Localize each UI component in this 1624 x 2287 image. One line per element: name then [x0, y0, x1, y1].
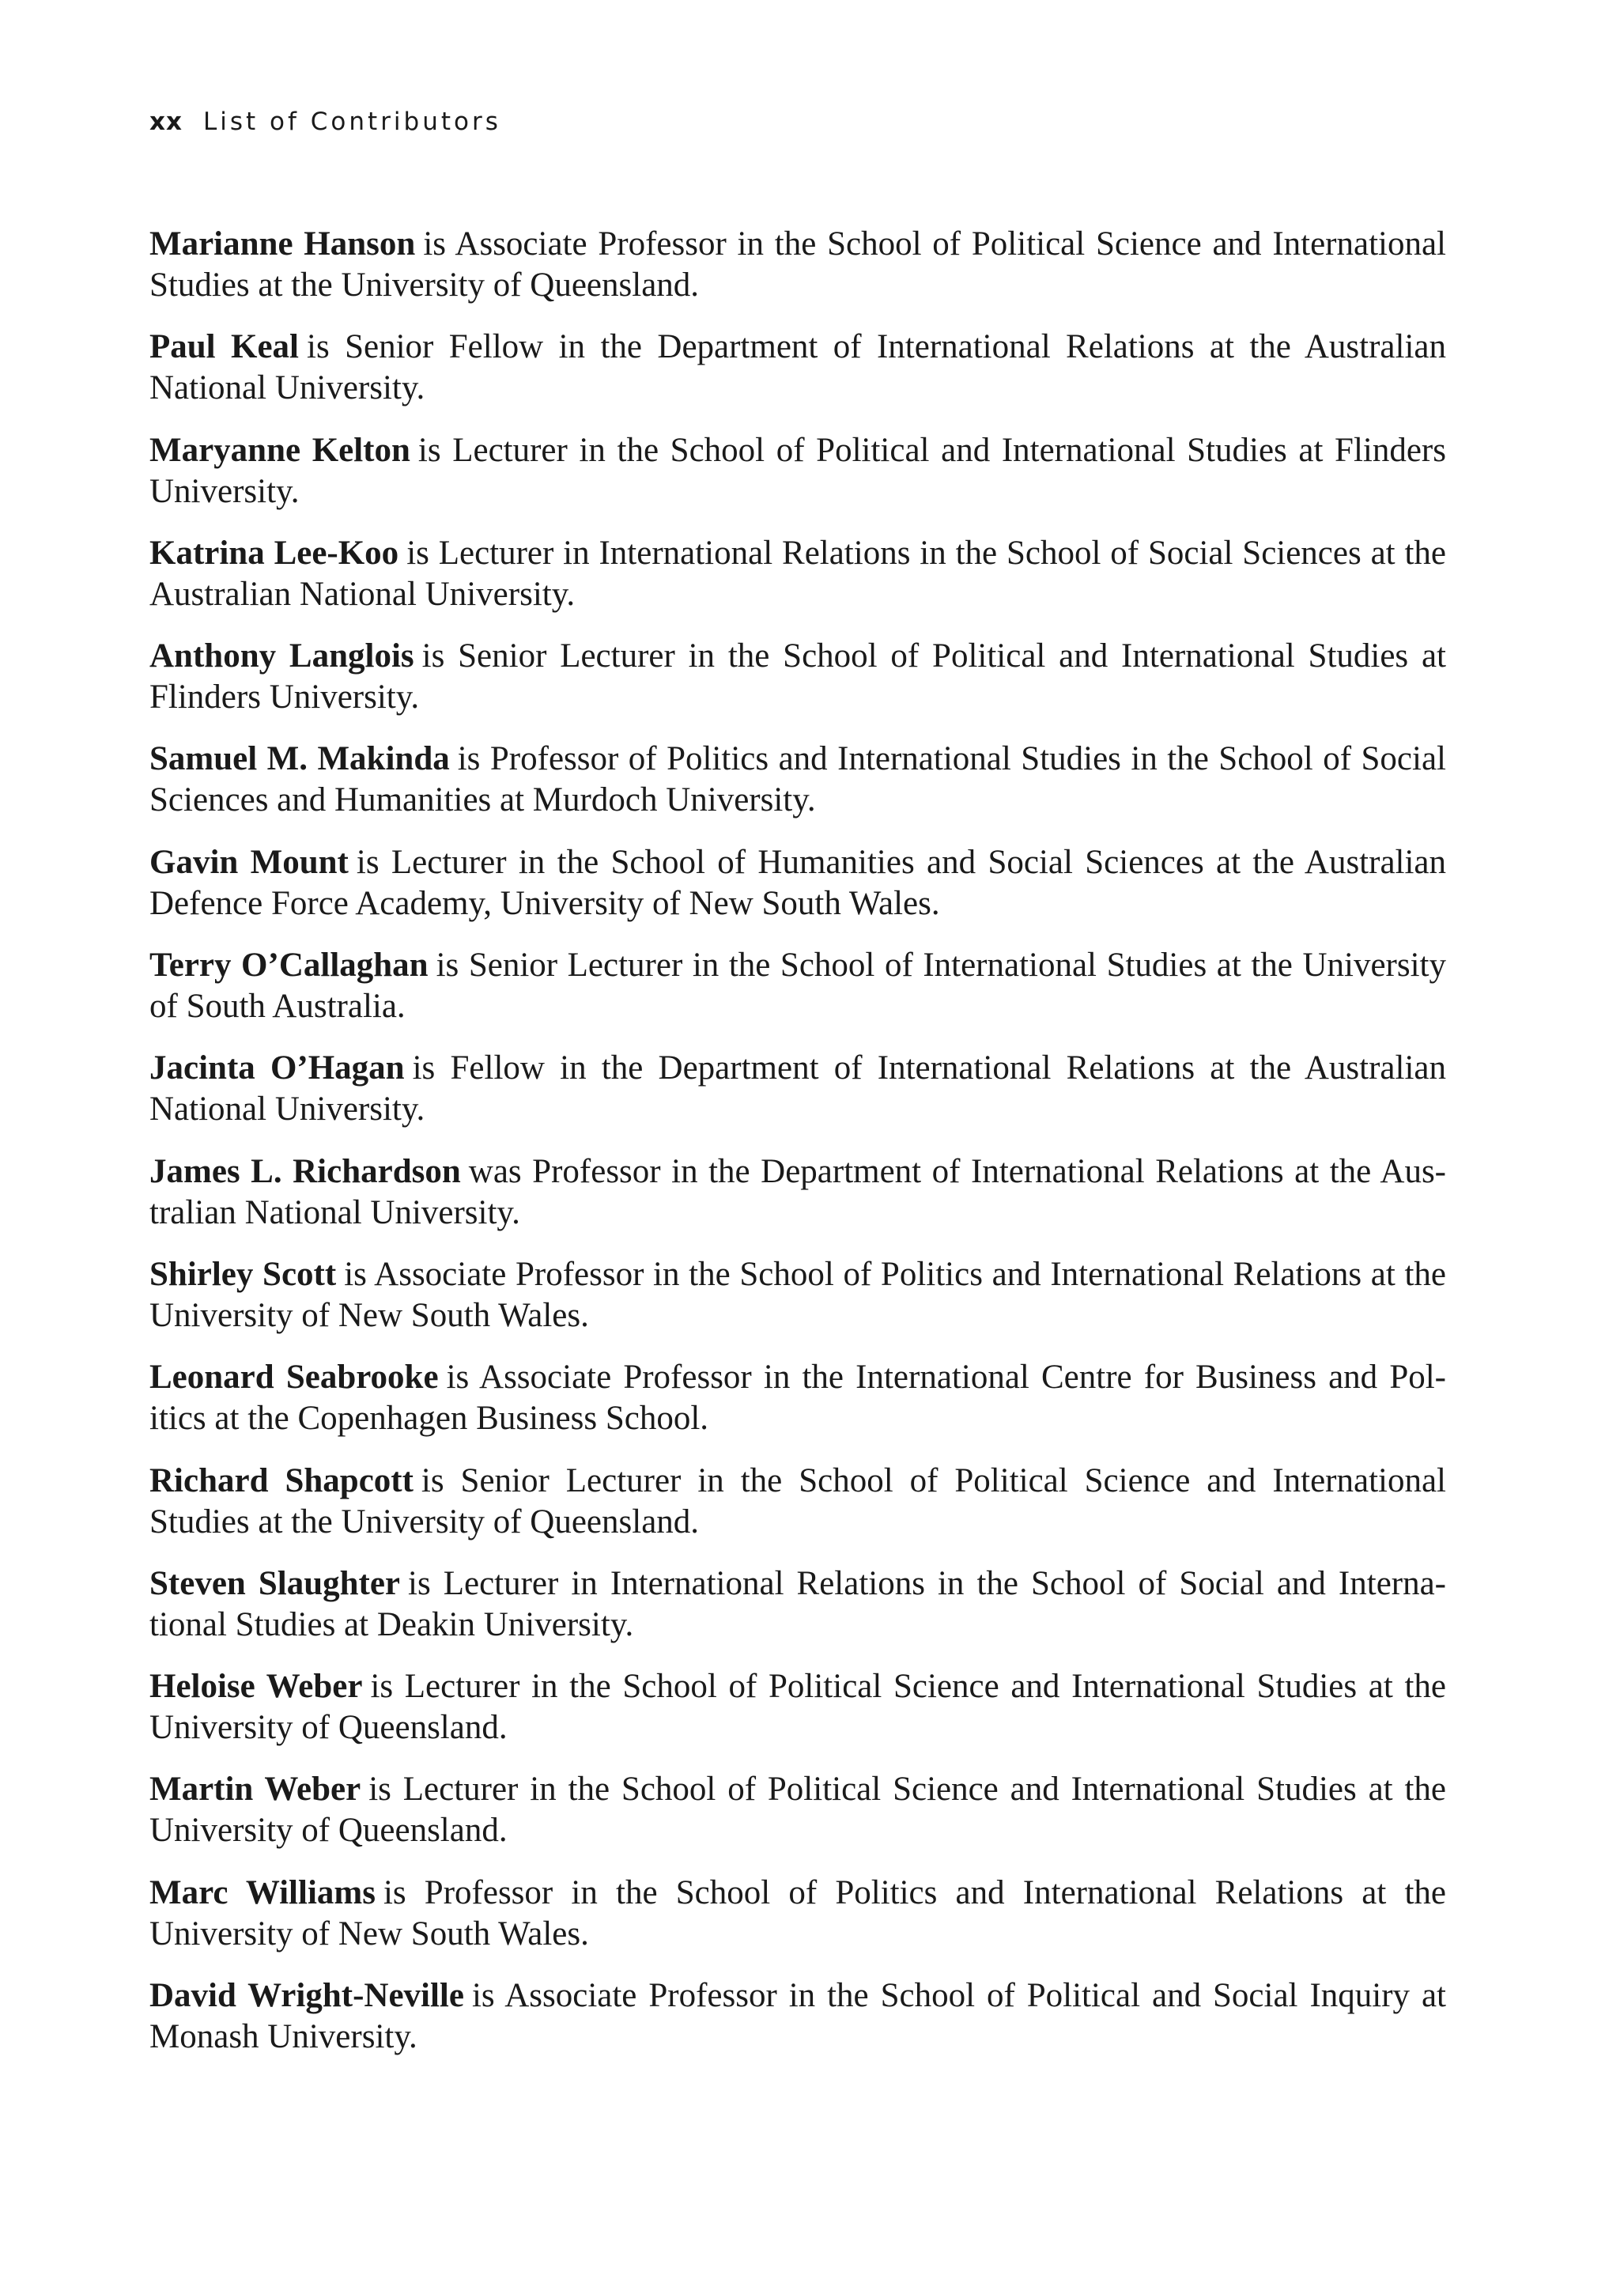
- contributor-name: Steven Slaughter: [149, 1564, 401, 1602]
- contributor-entry: [149, 1666, 1446, 1748]
- contributor-name: Jacinta O’Hagan: [149, 1049, 405, 1087]
- contributor-description: is Fellow in the Department of International Relations at the Australian National University.: [149, 1049, 1446, 1128]
- contributor-description: is Associate Professor in the School of Political Science and International Studies at the University of Queensland.: [149, 225, 1446, 304]
- contributor-name: Shirley Scott: [149, 1255, 337, 1293]
- contributor-entry: [149, 224, 1446, 306]
- contributor-entry: [149, 430, 1446, 512]
- contributor-name: Martin Weber: [149, 1771, 361, 1809]
- contributor-description: is Associate Professor in the School of Political and Social Inquiry at Monash University.: [149, 1977, 1446, 2056]
- contributor-entry: [149, 533, 1446, 615]
- section-title: List of Contributors: [203, 108, 501, 136]
- contributor-entry: [149, 1461, 1446, 1543]
- contributor-description: was Professor in the Department of International Relations at the Aus-tralian National University.: [149, 1152, 1446, 1231]
- contributor-description: is Associate Professor in the International Centre for Business and Pol-itics at the Copenhagen Business School.: [149, 1359, 1446, 1438]
- contributor-name: Heloise Weber: [149, 1668, 363, 1706]
- contributor-description: is Lecturer in the School of Political and International Studies at Flinders University.: [149, 431, 1446, 510]
- contributor-entry: [149, 739, 1446, 821]
- contributor-entry: [149, 1563, 1446, 1646]
- contributor-entry: [149, 945, 1446, 1027]
- contributor-description: is Lecturer in the School of Humanities and Social Sciences at the Australian Defence Force Academy, University of New South Wales.: [149, 843, 1446, 922]
- contributor-name: Marc Williams: [149, 1873, 376, 1911]
- page-number: xx: [149, 108, 183, 136]
- running-head: [149, 108, 501, 136]
- contributor-entry: [149, 1151, 1446, 1234]
- contributor-name: Terry O’Callaghan: [149, 947, 429, 985]
- contributor-description: is Lecturer in the School of Political Science and International Studies at the University of Queensland.: [149, 1668, 1446, 1747]
- contributor-name: Marianne Hanson: [149, 225, 416, 263]
- contributor-entry: [149, 1769, 1446, 1851]
- contributor-description: is Senior Lecturer in the School of Political and International Studies at Flinders University.: [149, 637, 1446, 716]
- contributor-description: is Professor in the School of Politics and International Relations at the University of New South Wales.: [149, 1873, 1446, 1952]
- contributor-entry: [149, 842, 1446, 924]
- contributor-description: is Senior Fellow in the Department of International Relations at the Australian National University.: [149, 328, 1446, 407]
- contributor-name: James L. Richardson: [149, 1152, 461, 1190]
- contributor-name: Maryanne Kelton: [149, 431, 410, 469]
- contributor-name: Katrina Lee-Koo: [149, 534, 399, 572]
- contributor-name: Paul Keal: [149, 328, 300, 366]
- contributor-entry: [149, 1254, 1446, 1336]
- contributor-name: Gavin Mount: [149, 843, 349, 881]
- contributor-list: [149, 224, 1446, 2078]
- contributor-name: Samuel M. Makinda: [149, 740, 450, 778]
- contributor-entry: [149, 1873, 1446, 1955]
- contributor-description: is Lecturer in International Relations in the School of Social Sciences at the Australian National University.: [149, 534, 1446, 613]
- contributor-name: Richard Shapcott: [149, 1461, 414, 1499]
- contributor-description: is Senior Lecturer in the School of International Studies at the University of South Australia.: [149, 947, 1446, 1026]
- contributor-description: is Lecturer in International Relations in the School of Social and Interna-tional Studies at Deakin University.: [149, 1564, 1446, 1643]
- contributor-entry: [149, 1357, 1446, 1439]
- contributor-name: Leonard Seabrooke: [149, 1359, 439, 1397]
- contributor-description: is Lecturer in the School of Political Science and International Studies at the University of Queensland.: [149, 1771, 1446, 1850]
- contributor-entry: [149, 327, 1446, 409]
- contributor-entry: [149, 1048, 1446, 1130]
- contributor-name: David Wright-Neville: [149, 1977, 464, 2015]
- contributor-description: is Associate Professor in the School of Politics and International Relations at the University of New South Wales.: [149, 1255, 1446, 1334]
- contributor-name: Anthony Langlois: [149, 637, 414, 675]
- contributor-description: is Professor of Politics and International Studies in the School of Social Sciences and Humanities at Murdoch University.: [149, 740, 1446, 819]
- contributor-description: is Senior Lecturer in the School of Political Science and International Studies at the University of Queensland.: [149, 1461, 1446, 1540]
- contributor-entry: [149, 636, 1446, 718]
- contributor-entry: [149, 1975, 1446, 2058]
